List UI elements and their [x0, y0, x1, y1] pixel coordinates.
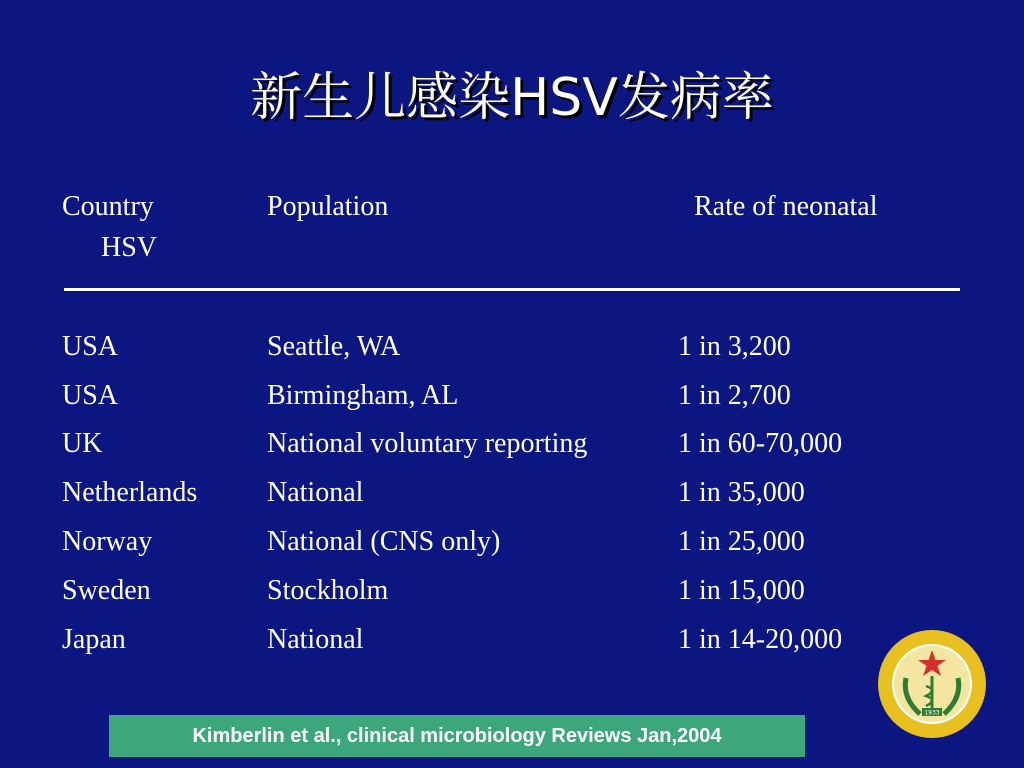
header-divider: [64, 288, 960, 291]
cell-rate: 1 in 14-20,000: [678, 624, 843, 655]
cell-country: Sweden: [62, 575, 151, 606]
cell-population: National (CNS only): [267, 526, 501, 557]
cell-rate: 1 in 3,200: [678, 331, 791, 362]
cell-population: National: [267, 477, 364, 508]
cell-population: National voluntary reporting: [267, 428, 588, 459]
cell-country: UK: [62, 428, 103, 459]
cell-country: Japan: [62, 624, 126, 655]
cell-population: Birmingham, AL: [267, 380, 459, 411]
cell-country: Netherlands: [62, 477, 198, 508]
header-population: Population: [267, 191, 389, 222]
slide-title: 新生儿感染HSV发病率: [250, 68, 774, 128]
header-rate-continuation: HSV: [101, 232, 158, 263]
header-country: Country: [62, 191, 154, 222]
cell-country: Norway: [62, 526, 153, 557]
header-rate: Rate of neonatal: [694, 191, 878, 222]
cell-country: USA: [62, 331, 119, 362]
citation-box: Kimberlin et al., clinical microbiology Reviews Jan,2004: [109, 715, 805, 757]
cell-rate: 1 in 2,700: [678, 380, 791, 411]
emblem-graphic: [876, 628, 988, 740]
hospital-emblem-icon: [876, 628, 988, 740]
cell-population: Stockholm: [267, 575, 389, 606]
cell-rate: 1 in 15,000: [678, 575, 805, 606]
cell-country: USA: [62, 380, 119, 411]
cell-population: National: [267, 624, 364, 655]
cell-population: Seattle, WA: [267, 331, 401, 362]
cell-rate: 1 in 25,000: [678, 526, 805, 557]
cell-rate: 1 in 60-70,000: [678, 428, 843, 459]
emblem-year: 1933: [924, 709, 940, 717]
cell-rate: 1 in 35,000: [678, 477, 805, 508]
